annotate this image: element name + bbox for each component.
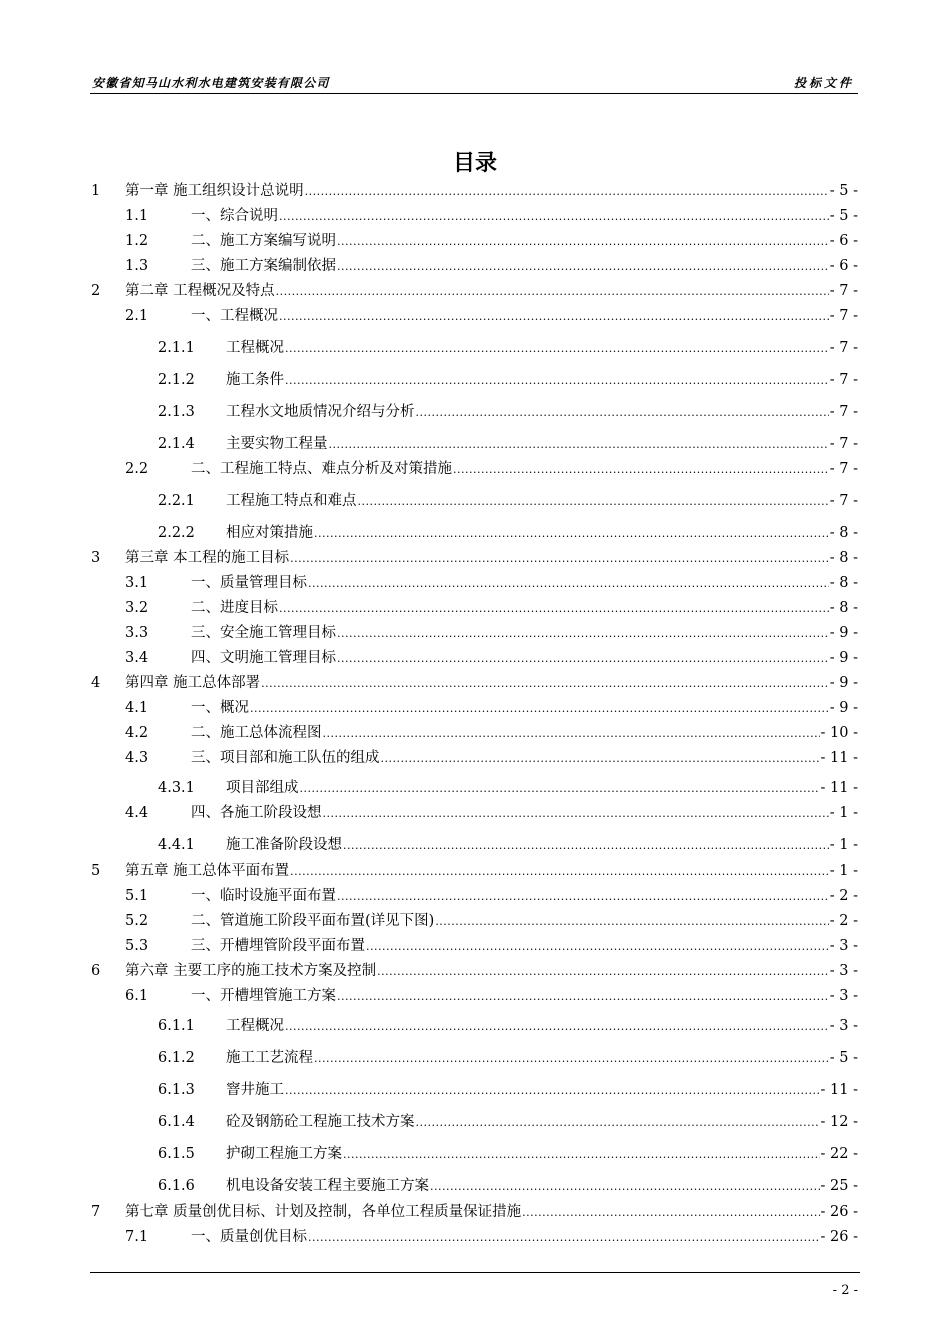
toc-entry[interactable] [0,491,950,511]
toc-dot-leader [337,887,829,907]
toc-entry-number: 4.3 [125,750,149,766]
footer-divider [90,1272,860,1273]
toc-entry[interactable] [0,673,950,693]
toc-entry-title: 机电设备安装工程主要施工方案 [226,1178,429,1194]
toc-entry[interactable] [0,1144,950,1164]
toc-entry-number: 4 [91,675,101,691]
toc-entry-title: 窨井施工 [226,1082,284,1098]
toc-entry-line [191,723,858,744]
toc-dot-leader [337,649,829,669]
toc-entry-title: 项目部组成 [226,780,299,796]
toc-entry[interactable] [0,573,950,593]
toc-entry-page: - 22 - [820,1146,858,1162]
toc-entry-title: 四、文明施工管理目标 [191,650,336,666]
toc-entry-title: 第七章 质量创优目标、计划及控制，各单位工程质量保证措施 [125,1204,522,1220]
toc-dot-leader [290,862,829,882]
toc-entry-page: - 11 - [820,780,858,796]
toc-dot-leader [366,937,829,957]
toc-entry-page: - 7 - [829,372,858,388]
toc-entry[interactable] [0,1112,950,1132]
toc-entry-number: 2.1.4 [158,436,195,452]
toc-dot-leader [285,339,829,359]
toc-dot-leader [416,403,829,423]
toc-entry-number: 2.1.2 [158,372,195,388]
toc-dot-leader [285,371,829,391]
toc-entry-number: 1.2 [125,233,149,249]
toc-entry-number: 2.2.1 [158,493,195,509]
toc-entry-line [191,748,858,769]
toc-dot-leader [305,182,829,202]
toc-entry-page: - 8 - [829,525,858,541]
toc-entry[interactable] [0,911,950,931]
toc-entry[interactable] [0,648,950,668]
toc-entry-title: 三、安全施工管理目标 [191,625,336,641]
toc-entry-line [226,1112,858,1133]
toc-entry-title: 护砌工程施工方案 [226,1146,342,1162]
toc-entry-title: 三、施工方案编制依据 [191,258,336,274]
toc-entry-number: 6.1.5 [158,1146,195,1162]
toc-entry-page: - 3 - [829,988,858,1004]
toc-entry[interactable] [0,548,950,568]
toc-entry-page: - 7 - [829,340,858,356]
toc-entry-title: 第四章 施工总体部署 [125,675,261,691]
toc-entry[interactable] [0,1202,950,1222]
toc-entry[interactable] [0,835,950,855]
toc-entry-title: 二、工程施工特点、难点分析及对策措施 [191,461,452,477]
toc-entry[interactable] [0,256,950,276]
toc-dot-leader [358,492,829,512]
toc-dot-leader [285,1017,829,1037]
toc-entry-line [191,698,858,719]
toc-entry-title: 第三章 本工程的施工目标 [125,550,290,566]
toc-entry-page: - 11 - [820,750,858,766]
toc-entry-title: 施工工艺流程 [226,1050,313,1066]
toc-dot-leader [416,1113,820,1133]
toc-entry-line [191,623,858,644]
toc-entry-line [191,598,858,619]
toc-entry[interactable] [0,803,950,823]
toc-entry-line [226,835,858,856]
toc-entry-number: 6.1.3 [158,1082,195,1098]
toc-dot-leader [381,749,820,769]
toc-entry-line [191,803,858,824]
toc-title: 目录 [452,151,497,176]
toc-dot-leader [314,524,829,544]
toc-entry-line [191,306,858,327]
toc-entry-number: 4.4.1 [158,837,195,853]
toc-entry[interactable] [0,1016,950,1036]
toc-entry[interactable] [0,748,950,768]
toc-entry-page: - 6 - [829,233,858,249]
toc-dot-leader [430,1177,820,1197]
toc-dot-leader [337,232,829,252]
toc-dot-leader [308,1228,820,1248]
toc-dot-leader [279,307,829,327]
toc-entry-number: 3.2 [125,600,149,616]
toc-entry-title: 第一章 施工组织设计总说明 [125,183,304,199]
toc-entry-page: - 6 - [829,258,858,274]
toc-dot-leader [300,779,820,799]
toc-entry[interactable] [0,231,950,251]
toc-entry-title: 一、开槽埋管施工方案 [191,988,336,1004]
toc-entry-title: 一、临时设施平面布置 [191,888,336,904]
toc-entry-number: 2.2.2 [158,525,195,541]
toc-entry-line [226,402,858,423]
toc-entry[interactable] [0,623,950,643]
toc-entry-page: - 7 - [829,493,858,509]
toc-entry-page: - 8 - [829,550,858,566]
toc-entry-page: - 1 - [829,805,858,821]
toc-entry[interactable] [0,961,950,981]
toc-entry[interactable] [0,986,950,1006]
toc-dot-leader [314,1049,829,1069]
toc-entry-line [191,911,858,932]
toc-entry-number: 2 [91,283,101,299]
toc-dot-leader [343,1145,820,1165]
toc-entry-page: - 26 - [820,1204,858,1220]
toc-entry-page: - 2 - [829,913,858,929]
toc-entry-title: 四、各施工阶段设想 [191,805,322,821]
toc-entry-number: 6.1.2 [158,1050,195,1066]
toc-entry-line [191,648,858,669]
toc-entry-line [191,459,858,480]
toc-entry-title: 工程施工特点和难点 [226,493,357,509]
toc-entry-line [191,936,858,957]
toc-entry-number: 4.3.1 [158,780,195,796]
toc-entry-page: - 7 - [829,436,858,452]
toc-entry-line [226,491,858,512]
toc-entry[interactable] [0,434,950,454]
toc-entry-title: 施工准备阶段设想 [226,837,342,853]
toc-dot-leader [276,282,829,302]
toc-dot-leader [261,674,829,694]
toc-entry-line [226,1080,858,1101]
toc-entry-title: 第六章 主要工序的施工技术方案及控制 [125,963,377,979]
toc-entry-number: 2.2 [125,461,149,477]
toc-entry[interactable] [0,402,950,422]
toc-entry-page: - 1 - [829,863,858,879]
toc-entry-line [226,1176,858,1197]
toc-dot-leader [290,549,829,569]
toc-entry-number: 1.3 [125,258,149,274]
toc-entry-number: 7 [91,1204,101,1220]
toc-entry-page: - 9 - [829,650,858,666]
toc-entry-page: - 9 - [829,625,858,641]
toc-entry-title: 施工条件 [226,372,284,388]
toc-entry[interactable] [0,1176,950,1196]
toc-entry-title: 一、工程概况 [191,308,278,324]
footer-page-number: - 2 - [832,1283,858,1298]
toc-entry-page: - 2 - [829,888,858,904]
toc-entry-line [226,523,858,544]
toc-entry-number: 2.1 [125,308,149,324]
toc-entry-number: 3.3 [125,625,149,641]
toc-entry-title: 第二章 工程概况及特点 [125,283,275,299]
toc-entry[interactable] [0,936,950,956]
toc-entry-line [191,206,858,227]
toc-entry-number: 3.1 [125,575,149,591]
toc-dot-leader [343,836,829,856]
toc-entry-number: 5.1 [125,888,149,904]
company-name: 安徽省知马山水利水电建筑安装有限公司 [92,76,330,90]
toc-entry-title: 一、质量创优目标 [191,1229,307,1245]
toc-entry[interactable] [0,523,950,543]
toc-dot-leader [323,724,820,744]
toc-entry-page: - 9 - [829,675,858,691]
toc-entry-page: - 7 - [829,404,858,420]
toc-entry-page: - 5 - [829,1050,858,1066]
toc-entry[interactable] [0,338,950,358]
toc-dot-leader [435,912,828,932]
toc-entry[interactable] [0,181,950,201]
toc-entry[interactable] [0,1048,950,1068]
toc-entry[interactable] [0,459,950,479]
toc-entry-line [226,778,858,799]
toc-dot-leader [337,987,829,1007]
toc-entry-page: - 7 - [829,283,858,299]
toc-entry-page: - 5 - [829,208,858,224]
toc-entry-line [125,181,858,202]
toc-entry-line [191,986,858,1007]
toc-entry-title: 二、进度目标 [191,600,278,616]
toc-dot-leader [323,804,829,824]
toc-entry-line [191,573,858,594]
toc-entry[interactable] [0,281,950,301]
toc-entry-line [226,1048,858,1069]
toc-entry[interactable] [0,1227,950,1247]
toc-entry-title: 第五章 施工总体平面布置 [125,863,290,879]
toc-entry[interactable] [0,723,950,743]
toc-entry-number: 5.2 [125,913,149,929]
toc-entry-number: 5.3 [125,938,149,954]
toc-dot-leader [377,962,829,982]
toc-entry-page: - 11 - [820,1082,858,1098]
toc-dot-leader [308,574,829,594]
toc-entry-page: - 7 - [829,461,858,477]
toc-entry-title: 一、概况 [191,700,249,716]
toc-entry[interactable] [0,886,950,906]
toc-entry-title: 三、项目部和施工队伍的组成 [191,750,380,766]
toc-entry-line [226,1144,858,1165]
toc-entry-page: - 5 - [829,183,858,199]
toc-entry-title: 一、质量管理目标 [191,575,307,591]
toc-entry-line [226,338,858,359]
toc-entry-title: 三、开槽埋管阶段平面布置 [191,938,365,954]
toc-entry-number: 1.1 [125,208,149,224]
toc-dot-leader [337,257,829,277]
toc-entry[interactable] [0,370,950,390]
toc-entry-number: 7.1 [125,1229,149,1245]
toc-entry-title: 相应对策措施 [226,525,313,541]
toc-dot-leader [279,207,829,227]
toc-entry-line [125,673,858,694]
toc-dot-leader [250,699,829,719]
toc-entry-line [125,281,858,302]
toc-entry-number: 4.2 [125,725,149,741]
toc-entry-title: 二、施工方案编写说明 [191,233,336,249]
toc-entry-title: 砼及钢筋砼工程施工技术方案 [226,1114,415,1130]
toc-entry-line [125,961,858,982]
toc-entry-line [191,256,858,277]
toc-entry[interactable] [0,861,950,881]
toc-entry-number: 6 [91,963,101,979]
toc-entry[interactable] [0,698,950,718]
toc-dot-leader [285,1081,820,1101]
toc-entry-line [125,548,858,569]
toc-entry-number: 4.4 [125,805,149,821]
toc-entry-line [125,1202,858,1223]
toc-entry[interactable] [0,306,950,326]
document-type: 投标文件 [793,76,854,90]
toc-entry-line [226,1016,858,1037]
toc-dot-leader [522,1203,819,1223]
toc-dot-leader [329,435,829,455]
toc-dot-leader [337,624,829,644]
toc-entry-page: - 8 - [829,600,858,616]
toc-entry-line [125,861,858,882]
toc-entry-title: 工程概况 [226,1018,284,1034]
toc-entry-number: 2.1.3 [158,404,195,420]
toc-entry-number: 3.4 [125,650,149,666]
toc-entry-line [191,886,858,907]
toc-entry-number: 2.1.1 [158,340,195,356]
toc-entry-line [226,370,858,391]
toc-entry-number: 3 [91,550,101,566]
toc-entry-line [191,1227,858,1248]
toc-entry-number: 6.1.4 [158,1114,195,1130]
toc-entry-page: - 12 - [820,1114,858,1130]
toc-entry-number: 6.1.1 [158,1018,195,1034]
toc-dot-leader [279,599,829,619]
toc-entry-title: 一、综合说明 [191,208,278,224]
toc-entry-number: 5 [91,863,101,879]
toc-entry-number: 4.1 [125,700,149,716]
toc-entry-page: - 25 - [820,1178,858,1194]
toc-entry-page: - 26 - [820,1229,858,1245]
toc-entry-number: 1 [91,183,101,199]
toc-entry-page: - 3 - [829,1018,858,1034]
toc-entry-number: 6.1 [125,988,149,1004]
toc-entry-page: - 3 - [829,938,858,954]
toc-entry-page: - 1 - [829,837,858,853]
toc-dot-leader [453,460,829,480]
toc-entry-line [226,434,858,455]
toc-entry-title: 工程水文地质情况介绍与分析 [226,404,415,420]
page-header [90,73,858,94]
toc-entry-title: 二、管道施工阶段平面布置(详见下图) [191,913,435,929]
toc-entry-title: 二、施工总体流程图 [191,725,322,741]
toc-entry[interactable] [0,206,950,226]
toc-entry[interactable] [0,598,950,618]
toc-entry-title: 工程概况 [226,340,284,356]
toc-entry-page: - 9 - [829,700,858,716]
toc-entry-line [191,231,858,252]
toc-entry-number: 6.1.6 [158,1178,195,1194]
toc-entry[interactable] [0,1080,950,1100]
toc-entry-page: - 10 - [820,725,858,741]
toc-entry-title: 主要实物工程量 [226,436,328,452]
toc-entry-page: - 3 - [829,963,858,979]
toc-entry-page: - 7 - [829,308,858,324]
toc-entry[interactable] [0,778,950,798]
toc-entry-page: - 8 - [829,575,858,591]
